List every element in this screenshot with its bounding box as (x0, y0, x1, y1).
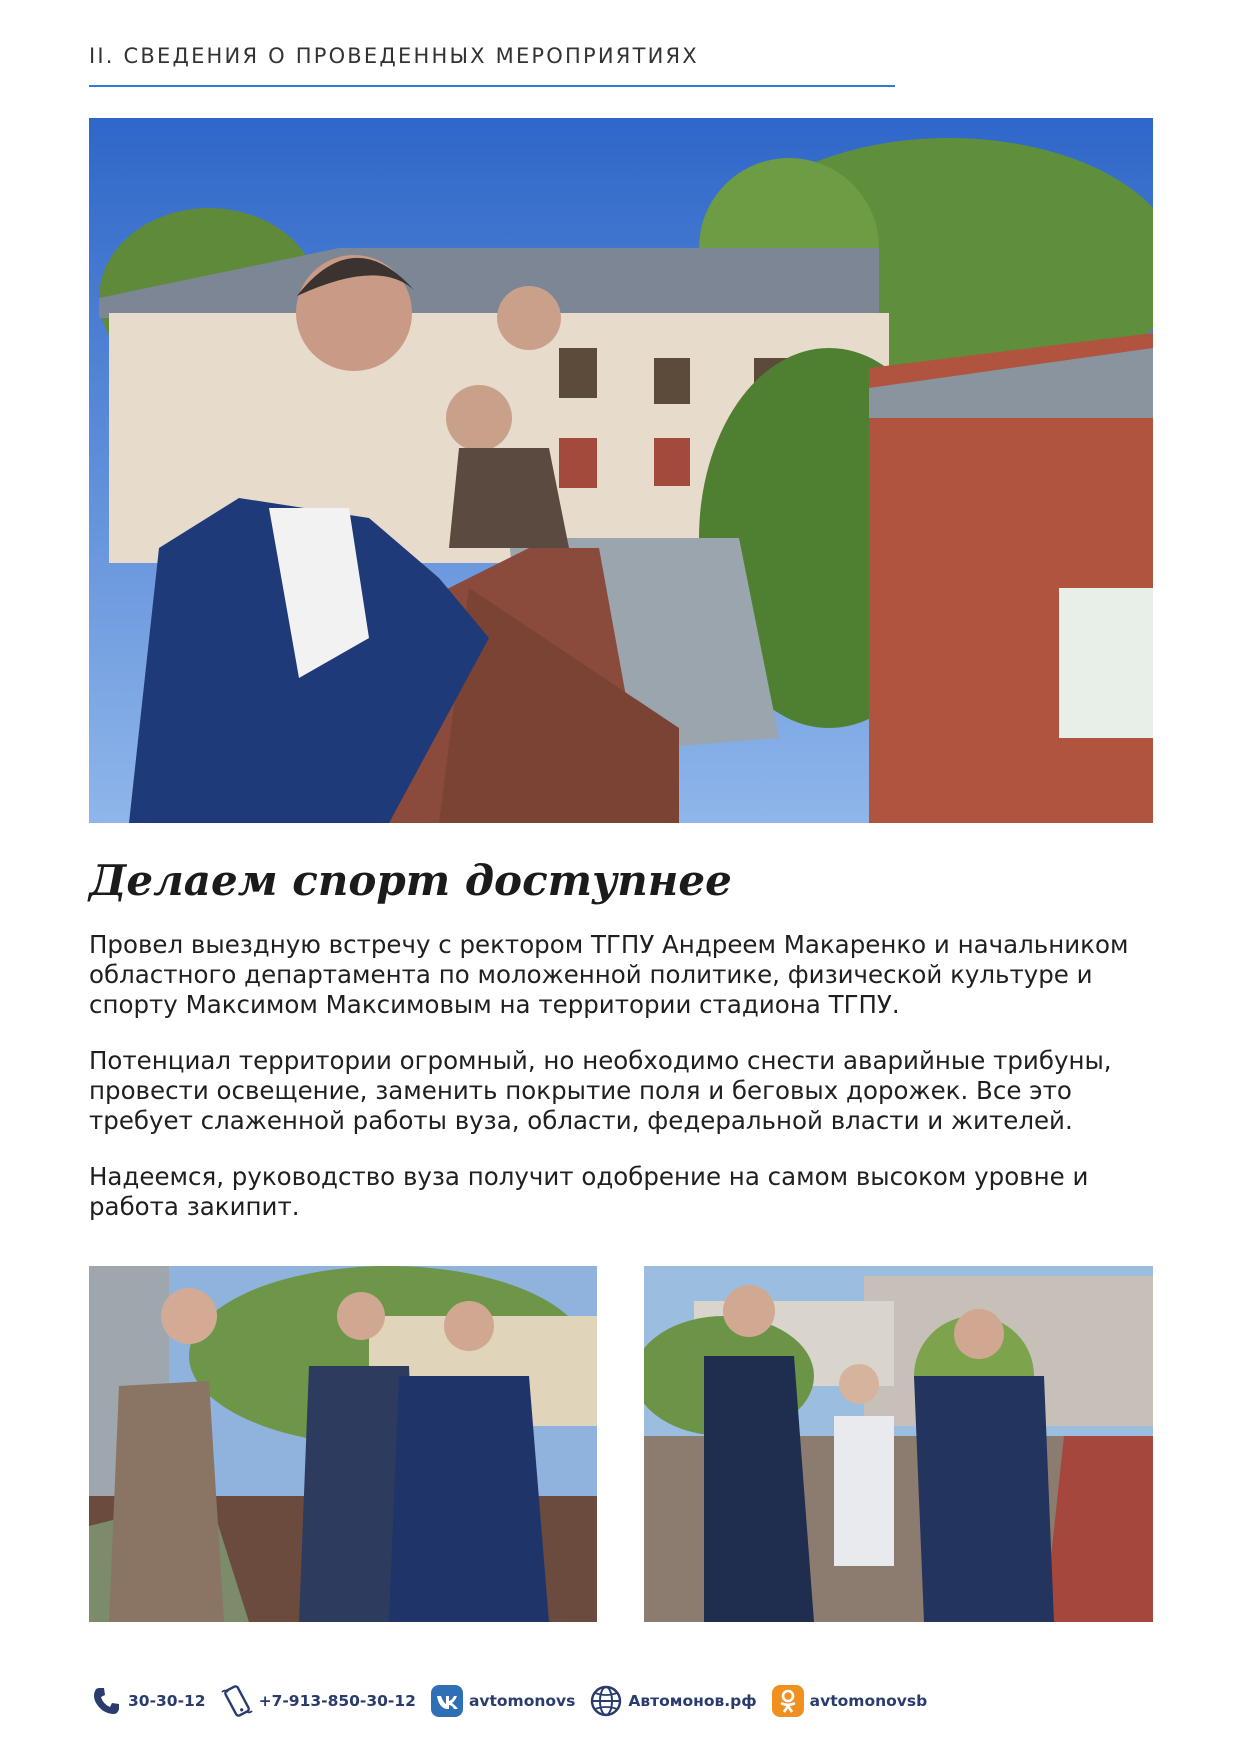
contact-mobile-text: +7-913-850-30-12 (258, 1692, 416, 1710)
bottom-right-photo (644, 1266, 1153, 1622)
contact-website-text: Автомонов.рф (628, 1692, 757, 1710)
vk-icon (430, 1684, 464, 1718)
globe-icon (589, 1684, 623, 1718)
contact-odnoklassniki-text: avtomonovsb (809, 1692, 928, 1710)
contact-phone[interactable] (89, 1684, 206, 1718)
section-title: II. СВЕДЕНИЯ О ПРОВЕДЕННЫХ МЕРОПРИЯТИЯХ (89, 44, 699, 68)
article-paragraph: Потенциал территории огромный, но необходимо снести аварийные трибуны, провести освещение, заменить покрытие поля и беговых дорожек. Все это требует слаженной работы вуза, области, федеральной власти и жителей. (89, 1046, 1112, 1135)
contact-mobile[interactable] (220, 1684, 416, 1718)
contact-phone-text: 30-30-12 (128, 1692, 206, 1710)
article-body (89, 930, 1159, 1248)
phone-icon (89, 1684, 123, 1718)
contact-odnoklassniki[interactable] (771, 1684, 928, 1718)
bottom-left-photo (89, 1266, 597, 1622)
odnoklassniki-icon (771, 1684, 805, 1718)
section-divider (89, 85, 895, 87)
article-paragraph: Надеемся, руководство вуза получит одобрение на самом высоком уровне и работа закипит. (89, 1162, 1089, 1221)
mobile-phone-icon (220, 1684, 254, 1718)
main-photo (89, 118, 1153, 823)
article-title: Делаем спорт доступнее (89, 856, 732, 905)
article-paragraph: Провел выездную встречу с ректором ТГПУ Андреем Макаренко и начальником областного департамента по моложенной политике, физической культуре и спорту Максимом Максимовым на территории стадиона ТГПУ. (89, 930, 1129, 1019)
contact-website[interactable] (589, 1684, 756, 1718)
contact-vk-text: avtomonovs (468, 1692, 576, 1710)
contact-vk[interactable] (430, 1684, 575, 1718)
footer-contacts (89, 1681, 941, 1721)
